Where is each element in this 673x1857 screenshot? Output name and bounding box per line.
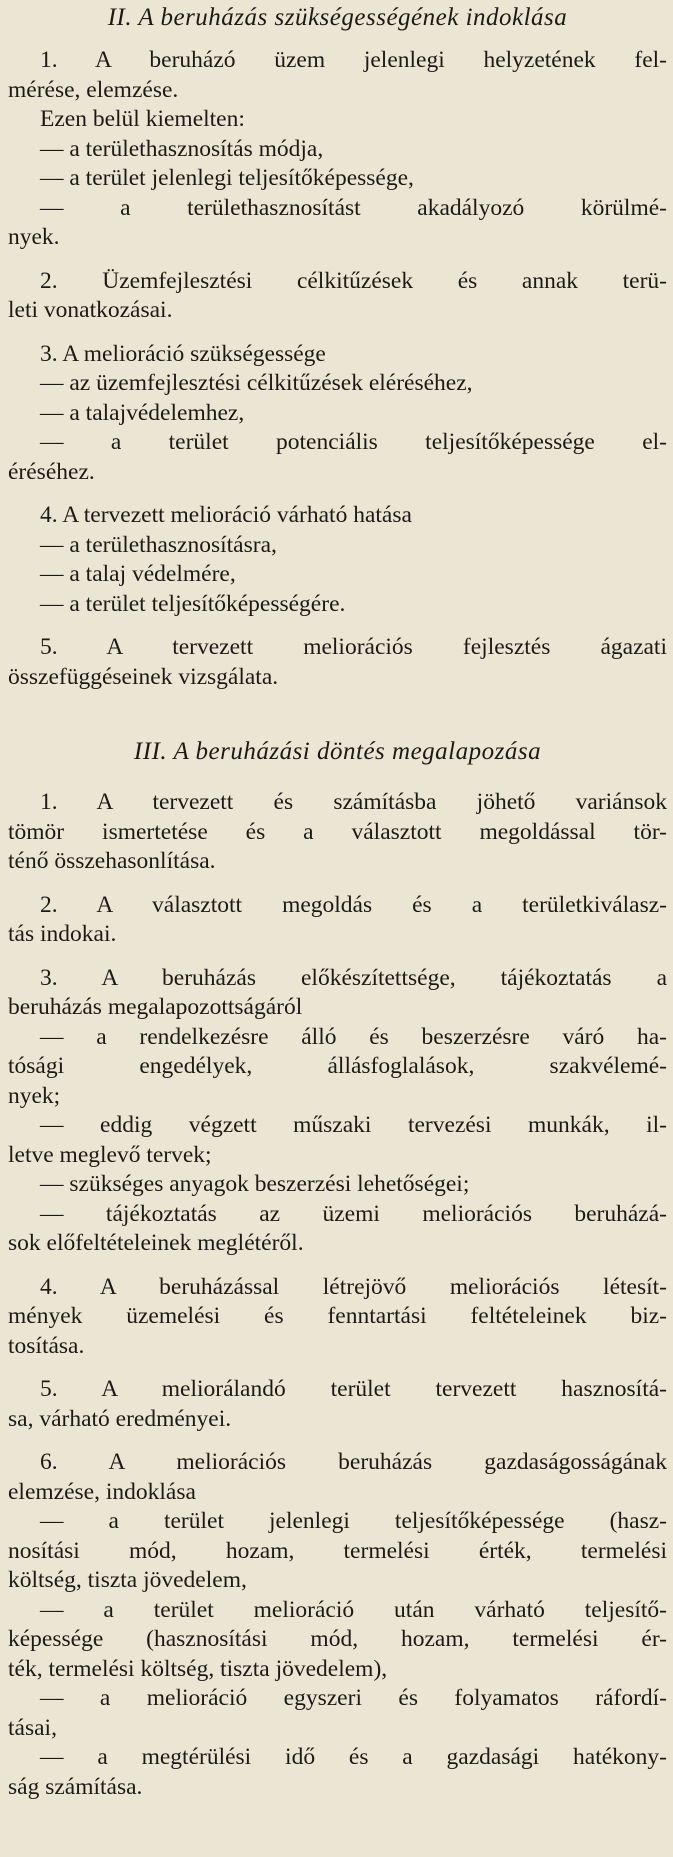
list-item-line: — szükséges anyagok beszerzési lehetőségei; [40, 1171, 470, 1197]
section-title: II. A beruházás szükségességének indoklása [107, 4, 568, 31]
paragraph [8, 501, 667, 619]
text-line: ság számítása. [8, 1773, 143, 1800]
text-line: 3. A melioráció szükségessége [40, 340, 326, 367]
text-line: Ezen belül kiemelten: [40, 106, 245, 132]
paragraph [8, 964, 667, 1259]
list-item-line: — a területhasznosítás módja, [40, 135, 324, 162]
text-line: képessége (hasznosítási mód, hozam, termelési ér- [8, 1626, 667, 1652]
text-line: sa, várható eredményei. [8, 1405, 232, 1432]
list-item-line: — a terület jelenlegi teljesítőképessége (hasz- [40, 1508, 667, 1534]
paragraph [8, 340, 667, 488]
list-item-line: — eddig végzett műszaki tervezési munkák, il- [40, 1112, 667, 1138]
text-line: 1. A beruházó üzem jelenlegi helyzetének fel- [40, 47, 667, 73]
paragraph [8, 1375, 667, 1434]
list-item-line: — az üzemfejlesztési célkitűzések eléréséhez, [40, 370, 473, 396]
text-line: 6. A meliorációs beruházás gazdaságosságának [40, 1449, 667, 1475]
text-line: letve meglevő tervek; [8, 1141, 212, 1168]
text-line: éréséhez. [8, 458, 95, 485]
list-item-line: — a terület teljesítőképességére. [40, 590, 346, 617]
list-item-line: — a területhasznosításra, [40, 531, 277, 558]
list-item-line: — a terület melioráció után várható teljesítő- [40, 1596, 667, 1623]
list-item-line: — a terület potenciális teljesítőképessége el- [40, 429, 667, 455]
text-line: 3. A beruházás előkészítettsége, tájékoztatás a [40, 964, 667, 991]
list-item-line: — a talaj védelmére, [40, 561, 236, 587]
list-item-line: — a terület jelenlegi teljesítőképessége, [40, 165, 414, 191]
text-line: tás indokai. [8, 921, 117, 947]
text-line: ténő összehasonlítása. [8, 848, 216, 874]
text-line: ték, termelési költség, tiszta jövedelem), [8, 1655, 388, 1682]
text-line: elemzése, indoklása [8, 1478, 196, 1505]
paragraph [8, 891, 667, 950]
list-item-line: — a megtérülési idő és a gazdasági hatékony- [40, 1744, 667, 1770]
text-line: költség, tiszta jövedelem, [8, 1567, 247, 1593]
text-line: 1. A tervezett és számításba jöhető variánsok [40, 789, 667, 815]
text-line: 2. A választott megoldás és a területkiválasz- [40, 891, 667, 918]
section-title: III. A beruházási döntés megalapozása [133, 738, 542, 765]
text-line: tosítása. [8, 1332, 85, 1359]
text-line: 4. A beruházással létrejövő meliorációs létesít- [40, 1273, 667, 1300]
text-line: 2. Üzemfejlesztési célkitűzések és annak terü- [40, 267, 667, 294]
text-line: leti vonatkozásai. [8, 297, 173, 323]
text-line: tásai, [8, 1714, 57, 1741]
text-line: nyek; [8, 1082, 61, 1109]
text-line: sok előfeltételeinek meglétéről. [8, 1230, 304, 1256]
list-item-line: — a melioráció egyszeri és folyamatos ráfordí- [40, 1685, 667, 1711]
paragraph [8, 1448, 667, 1802]
list-item-line: — a rendelkezésre álló és beszerzésre váró ha- [40, 1023, 667, 1050]
text-line: mények üzemelési és fenntartási feltételeinek biz- [8, 1303, 667, 1329]
text-line: beruházás megalapozottságáról [8, 994, 303, 1020]
paragraph [8, 1273, 667, 1362]
paragraph [8, 633, 667, 692]
text-line: 5. A tervezett meliorációs fejlesztés ágazati [40, 634, 667, 660]
list-item-line: — a talajvédelemhez, [40, 399, 245, 426]
list-item-line: — a területhasznosítást akadályozó körülmé- [40, 194, 667, 221]
text-line: nosítási mód, hozam, termelési érték, termelési [8, 1537, 667, 1564]
text-line: 5. A meliorálandó terület tervezett hasznosítá- [40, 1376, 667, 1402]
text-line: nyek. [8, 224, 60, 250]
text-line: tósági engedélyek, állásfoglalások, szakvélemé- [8, 1053, 667, 1079]
text-line: 4. A tervezett melioráció várható hatása [40, 502, 412, 528]
text-line: tömör ismertetése és a választott megoldással tör- [8, 818, 667, 845]
text-line: összefüggéseinek vizsgálata. [8, 663, 279, 690]
list-item-line: — tájékoztatás az üzemi meliorációs beruházá- [40, 1200, 667, 1227]
paragraph [8, 788, 667, 877]
paragraph [8, 267, 667, 326]
text-line: mérése, elemzése. [8, 76, 179, 103]
paragraph [8, 46, 667, 253]
